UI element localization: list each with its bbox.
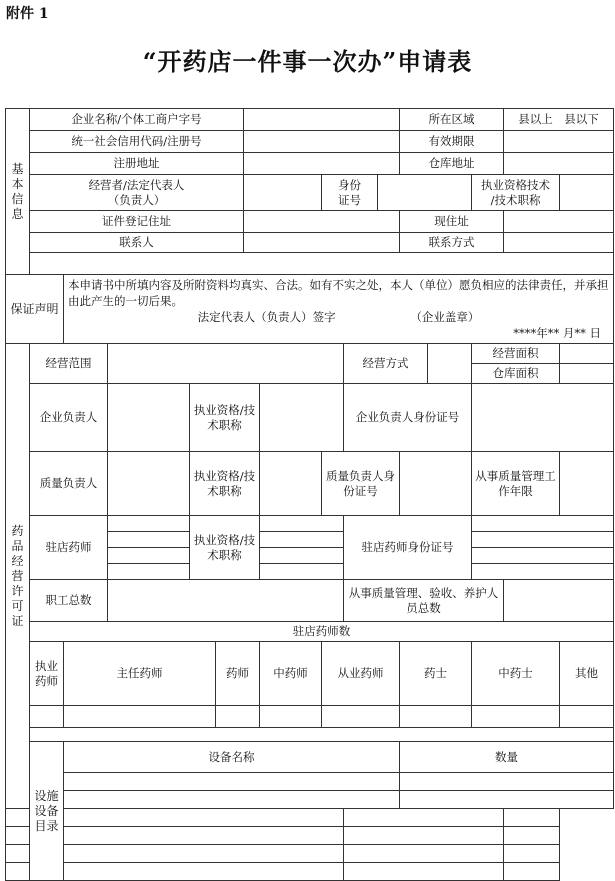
input-pharmacist-id-1[interactable] bbox=[472, 516, 614, 532]
label-licensed-pharmacist: 执业药师 bbox=[30, 642, 64, 706]
input-contact-method[interactable] bbox=[504, 233, 614, 253]
label-id-card-line1: 身份 bbox=[338, 177, 362, 192]
section-declaration: 保证声明 bbox=[6, 275, 64, 344]
label-warehouse-area: 仓库面积 bbox=[472, 364, 560, 384]
label-company-name: 企业名称/个体工商户字号 bbox=[30, 109, 244, 131]
application-form-table bbox=[5, 108, 614, 881]
label-quantity: 数量 bbox=[400, 742, 614, 773]
input-area[interactable] bbox=[560, 344, 614, 364]
label-reg-address: 注册地址 bbox=[30, 153, 244, 175]
label-operator-line1: 经营者/法定代表人 bbox=[88, 177, 185, 192]
label-pharmacist-count: 驻店药师数 bbox=[30, 622, 614, 642]
equipment-name-cell[interactable] bbox=[6, 863, 344, 881]
input-pharmacist-qualification-1[interactable] bbox=[260, 516, 344, 532]
label-pharmacist-qualification: 执业资格/技术职称 bbox=[190, 516, 260, 580]
count-tcm-pharmacist[interactable] bbox=[260, 706, 322, 728]
input-pharmacist-3[interactable] bbox=[108, 548, 190, 564]
input-pharmacist-qualification-3[interactable] bbox=[260, 548, 344, 564]
count-tcm-tech[interactable] bbox=[472, 706, 560, 728]
equipment-quantity-cell[interactable] bbox=[344, 809, 504, 827]
form-title: “开药店一件事一次办”申请表 bbox=[142, 47, 473, 76]
label-valid-period: 有效期限 bbox=[400, 131, 504, 153]
label-qualification-line1: 执业资格技术 bbox=[481, 177, 551, 192]
declaration-date[interactable]: ****年** 月** 日 bbox=[513, 326, 602, 340]
label-cert-address: 证件登记住址 bbox=[30, 211, 244, 233]
equipment-quantity-cell[interactable] bbox=[344, 863, 504, 881]
label-head-id: 企业负责人身份证号 bbox=[344, 384, 472, 452]
label-warehouse-address: 仓库地址 bbox=[400, 153, 504, 175]
label-quality-qualification: 执业资格/技术职称 bbox=[190, 452, 260, 516]
label-contact-method: 联系方式 bbox=[400, 233, 504, 253]
label-other: 其他 bbox=[560, 642, 614, 706]
label-tcm-tech: 中药士 bbox=[472, 642, 560, 706]
label-scope: 经营范围 bbox=[30, 344, 108, 384]
input-warehouse-area[interactable] bbox=[560, 364, 614, 384]
count-pharmacist[interactable] bbox=[216, 706, 260, 728]
count-licensed[interactable] bbox=[30, 706, 64, 728]
label-region: 所在区域 bbox=[400, 109, 504, 131]
input-qualification[interactable] bbox=[560, 175, 614, 211]
label-qualification-line2: /技术职称 bbox=[490, 192, 541, 207]
input-cert-address[interactable] bbox=[244, 211, 400, 233]
equipment-quantity-cell[interactable] bbox=[344, 845, 504, 863]
label-contact: 联系人 bbox=[30, 233, 244, 253]
equipment-quantity-cell[interactable] bbox=[344, 827, 504, 845]
input-pharmacist-1[interactable] bbox=[108, 516, 190, 532]
input-operator[interactable] bbox=[244, 175, 322, 211]
input-scope[interactable] bbox=[108, 344, 344, 384]
input-credit-code[interactable] bbox=[244, 131, 400, 153]
count-assistant[interactable] bbox=[322, 706, 400, 728]
label-operator bbox=[30, 175, 244, 211]
label-pharmacist-grade: 药师 bbox=[216, 642, 260, 706]
label-quality-years: 从事质量管理工作年限 bbox=[472, 452, 560, 516]
label-area: 经营面积 bbox=[472, 344, 560, 364]
input-quality-head-id[interactable] bbox=[400, 452, 472, 516]
label-company-head: 企业负责人 bbox=[30, 384, 108, 452]
equipment-quantity-cell[interactable] bbox=[400, 791, 614, 809]
label-chief-pharmacist: 主任药师 bbox=[64, 642, 216, 706]
input-company-head[interactable] bbox=[108, 384, 190, 452]
input-pharmacist-qualification-4[interactable] bbox=[260, 564, 344, 580]
label-pharmacist: 驻店药师 bbox=[30, 516, 108, 580]
label-staff-total: 职工总数 bbox=[30, 580, 108, 622]
input-pharmacist-id-2[interactable] bbox=[472, 532, 614, 548]
attachment-label: 附件 1 bbox=[6, 6, 49, 22]
input-reg-address[interactable] bbox=[244, 153, 400, 175]
input-id-card[interactable] bbox=[378, 175, 472, 211]
input-valid-period[interactable] bbox=[504, 131, 614, 153]
input-mode[interactable] bbox=[428, 344, 472, 384]
input-warehouse-address[interactable] bbox=[504, 153, 614, 175]
declaration-body bbox=[64, 275, 614, 344]
equipment-remark-cell[interactable] bbox=[504, 845, 560, 863]
input-pharmacist-4[interactable] bbox=[108, 564, 190, 580]
input-current-address[interactable] bbox=[504, 211, 614, 233]
equipment-remark-cell[interactable] bbox=[504, 863, 560, 881]
input-company-name[interactable] bbox=[244, 109, 400, 131]
declaration-signature[interactable]: 法定代表人（负责人）签字 （企业盖章） bbox=[197, 310, 480, 324]
equipment-name-cell[interactable] bbox=[6, 845, 344, 863]
input-head-qualification[interactable] bbox=[260, 384, 344, 452]
label-qm-staff: 从事质量管理、验收、养护人员总数 bbox=[344, 580, 504, 622]
input-quality-head[interactable] bbox=[108, 452, 190, 516]
declaration-text: 本申请书中所填内容及所附资料均真实、合法。如有不实之处，本人（单位）愿负相应的法律责任，并承担由此产生的一切后果。 bbox=[68, 278, 609, 308]
input-staff-total[interactable] bbox=[108, 580, 344, 622]
label-quality-head: 质量负责人 bbox=[30, 452, 108, 516]
equipment-quantity-cell[interactable] bbox=[400, 773, 614, 791]
label-operator-line2: （负责人） bbox=[107, 192, 166, 207]
count-other[interactable] bbox=[560, 706, 614, 728]
input-quality-qualification[interactable] bbox=[260, 452, 322, 516]
input-pharmacist-id-3[interactable] bbox=[472, 548, 614, 564]
label-pharmacy-tech: 药士 bbox=[400, 642, 472, 706]
input-pharmacist-2[interactable] bbox=[108, 532, 190, 548]
input-head-id[interactable] bbox=[472, 384, 614, 452]
input-qm-staff[interactable] bbox=[504, 580, 614, 622]
section-drug-license: 药品经营许可证 bbox=[6, 344, 30, 809]
input-quality-years[interactable] bbox=[560, 452, 614, 516]
count-pharmacy-tech[interactable] bbox=[400, 706, 472, 728]
label-assistant-pharmacist: 从业药师 bbox=[322, 642, 400, 706]
label-id-card-line2: 证号 bbox=[338, 192, 362, 207]
label-pharmacist-id: 驻店药师身份证号 bbox=[344, 516, 472, 580]
section-equipment: 设施设备目录 bbox=[30, 742, 64, 881]
label-quality-head-id: 质量负责人身份证号 bbox=[322, 452, 400, 516]
equipment-name-cell[interactable] bbox=[64, 791, 400, 809]
equipment-remark-cell[interactable] bbox=[504, 827, 560, 845]
label-equipment-name: 设备名称 bbox=[64, 742, 400, 773]
label-tcm-pharmacist: 中药师 bbox=[260, 642, 322, 706]
label-mode: 经营方式 bbox=[344, 344, 428, 384]
equipment-remark-cell[interactable] bbox=[504, 809, 560, 827]
section-basic-info: 基本信息 bbox=[6, 109, 30, 275]
label-credit-code: 统一社会信用代码/注册号 bbox=[30, 131, 244, 153]
input-pharmacist-qualification-2[interactable] bbox=[260, 532, 344, 548]
license-spacer bbox=[30, 728, 614, 742]
region-options[interactable]: 县以上 县以下 bbox=[504, 109, 614, 131]
input-contact[interactable] bbox=[244, 233, 400, 253]
label-id-card bbox=[322, 175, 378, 211]
count-chief[interactable] bbox=[64, 706, 216, 728]
label-qualification bbox=[472, 175, 560, 211]
label-current-address: 现住址 bbox=[400, 211, 504, 233]
label-head-qualification: 执业资格/技术职称 bbox=[190, 384, 260, 452]
equipment-name-cell[interactable] bbox=[64, 773, 400, 791]
input-pharmacist-id-4[interactable] bbox=[472, 564, 614, 580]
basic-spacer bbox=[30, 253, 614, 275]
